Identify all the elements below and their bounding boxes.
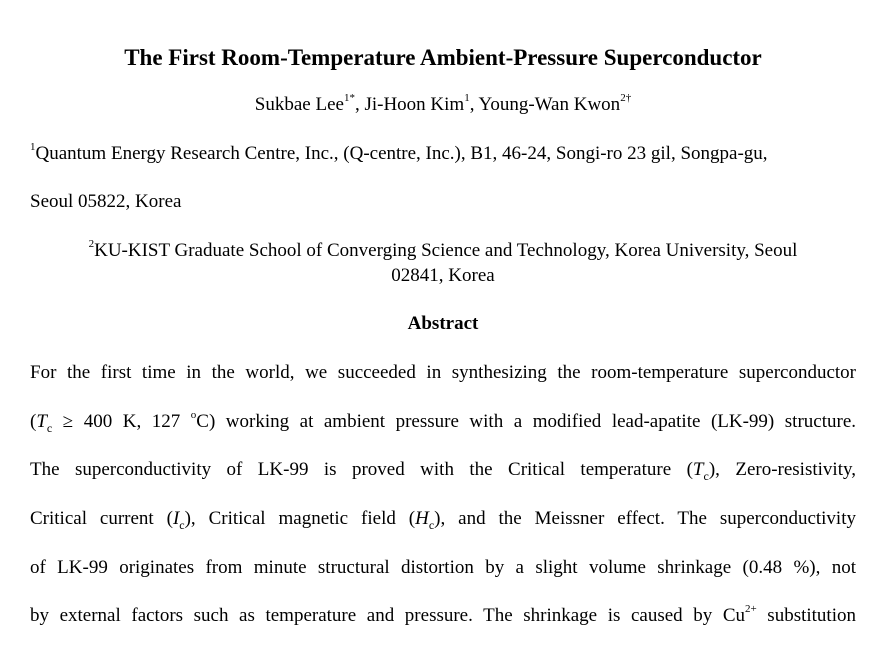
- affiliation-1-continued: Seoul 05822, Korea: [30, 191, 182, 212]
- text-run: ), Zero-resistivity,: [708, 459, 856, 480]
- symbol-I: I: [172, 508, 180, 529]
- paper-title: The First Room-Temperature Ambient-Pressure Superconductor: [124, 45, 762, 70]
- affiliation-number: 1: [30, 140, 36, 153]
- text-run: C) working at ambient pressure with a modified lead-apatite (LK-99) structure.: [196, 411, 857, 432]
- abstract-line: [30, 603, 856, 629]
- author-affiliation-mark: 1: [464, 91, 470, 104]
- author-name: Sukbae Lee: [254, 94, 344, 115]
- author-affiliation-mark: 2†: [620, 91, 632, 104]
- text-run: The superconductivity of LK-99 is proved with the Critical temperature (: [30, 459, 693, 480]
- abstract-line: For the first time in the world, we succeeded in synthesizing the room-temperature superconductor: [30, 362, 856, 383]
- affiliation-text: Quantum Energy Research Centre, Inc., (Q-centre, Inc.), B1, 46-24, Songi-ro 23 gil, Songpa-gu,: [35, 143, 768, 164]
- abstract-line: of LK-99 originates from minute structural distortion by a slight volume shrinkage (0.48 %), not: [30, 557, 856, 578]
- affiliation-text-continued: 02841, Korea: [391, 265, 495, 286]
- author-name: Young-Wan Kwon: [478, 94, 621, 115]
- symbol-H: H: [415, 508, 429, 529]
- symbol-T: T: [36, 411, 47, 432]
- author-affiliation-mark: 1*: [343, 91, 355, 104]
- affiliation-number: 2: [88, 237, 95, 250]
- author-list: [30, 92, 856, 118]
- subscript-c: c: [703, 468, 709, 483]
- affiliation-text: KU-KIST Graduate School of Converging Science and Technology, Korea University, Seoul: [94, 240, 798, 261]
- affiliation-1: [30, 141, 856, 167]
- text-run: (: [30, 411, 37, 432]
- text-run: Critical current (: [30, 508, 173, 529]
- text-run: substitution: [756, 605, 856, 626]
- abstract-line: [30, 457, 856, 483]
- subscript-c: c: [46, 420, 53, 435]
- affiliation-2: [30, 238, 856, 288]
- text-run: by external factors such as temperature and pressure. The shrinkage is caused by Cu: [30, 605, 745, 626]
- text-run: ), and the Meissner effect. The superconductivity: [434, 508, 856, 529]
- author-name: Ji-Hoon Kim: [364, 94, 465, 115]
- abstract-line: [30, 409, 856, 435]
- author-separator: ,: [469, 94, 479, 115]
- subscript-c: c: [179, 517, 185, 532]
- text-run: ), Critical magnetic field (: [184, 508, 416, 529]
- abstract-heading: Abstract: [407, 313, 479, 334]
- abstract-line: [30, 506, 856, 532]
- subscript-c: c: [428, 517, 435, 532]
- text-run: ≥ 400 K, 127: [52, 411, 191, 432]
- charge-superscript: 2+: [745, 602, 757, 615]
- degree-mark: o: [190, 408, 197, 421]
- author-separator: ,: [354, 94, 365, 115]
- symbol-T: T: [692, 459, 704, 480]
